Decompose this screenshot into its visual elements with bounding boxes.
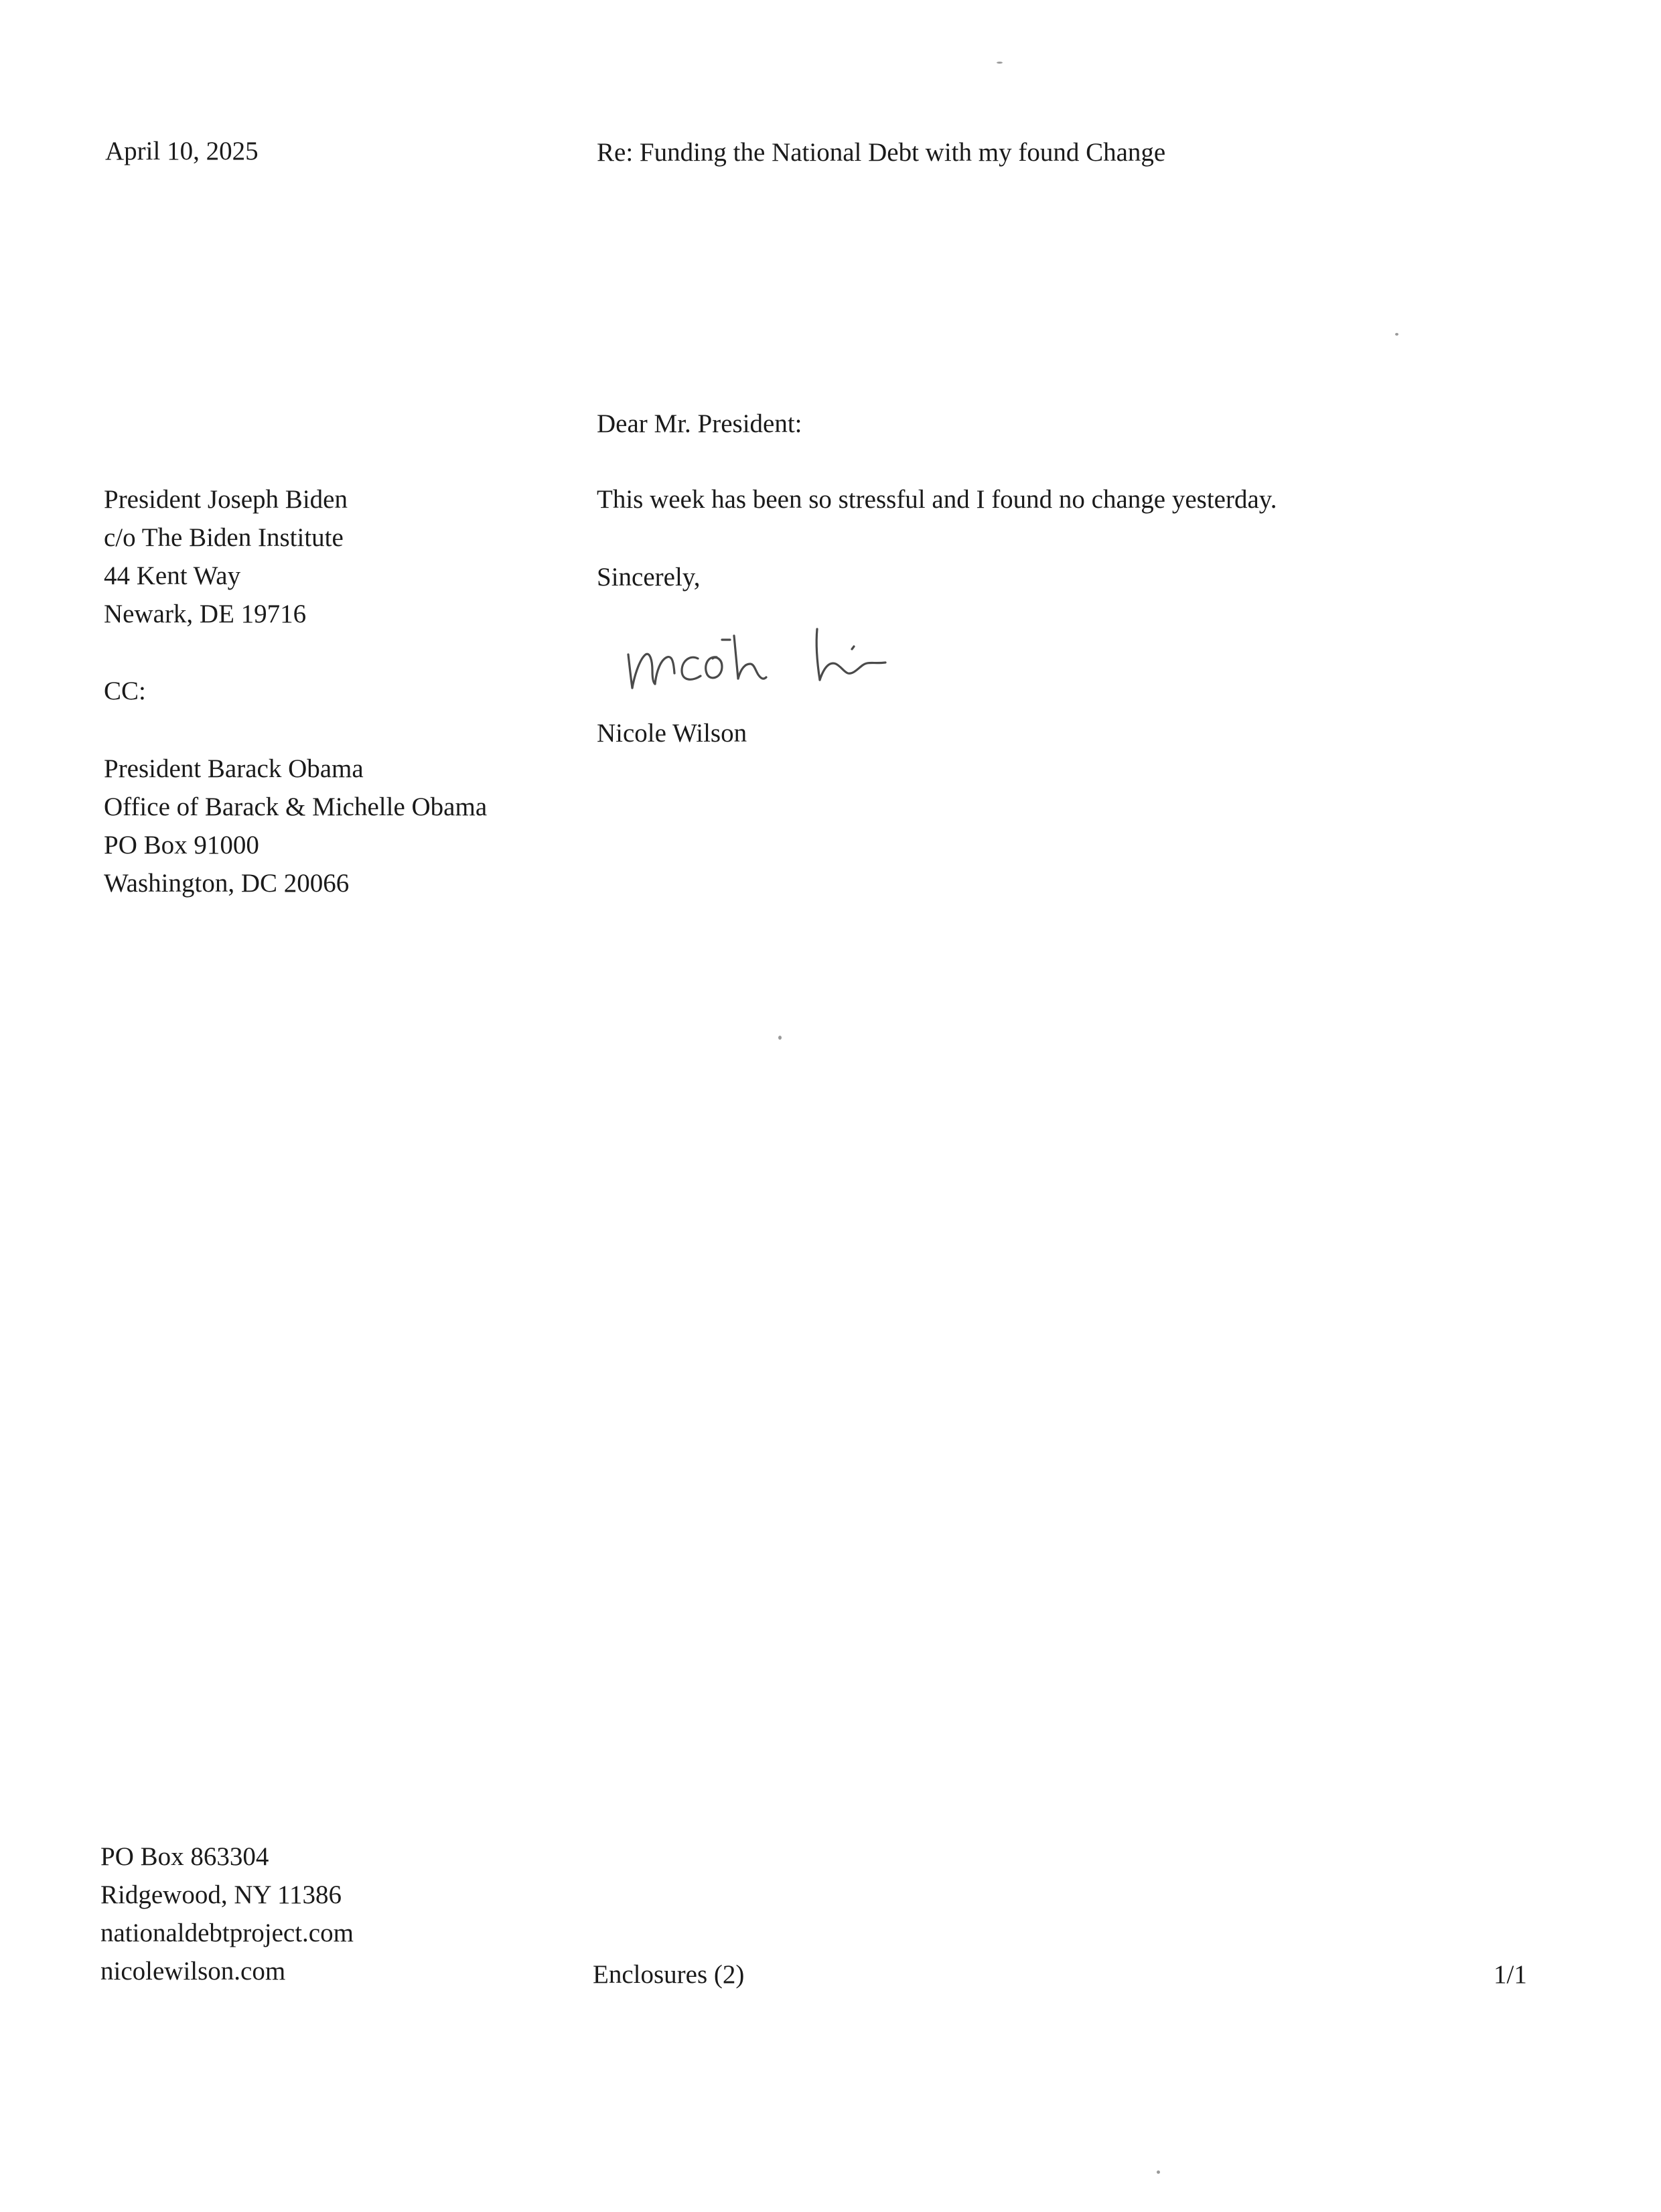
sender-address-line: PO Box 863304 xyxy=(100,1842,269,1871)
letter-subject: Re: Funding the National Debt with my found Change xyxy=(597,138,1166,167)
recipient-address-line: Newark, DE 19716 xyxy=(104,600,307,628)
recipient-address-line: 44 Kent Way xyxy=(104,561,241,590)
sender-address-line: Ridgewood, NY 11386 xyxy=(100,1880,342,1909)
letter-salutation: Dear Mr. President: xyxy=(597,409,802,438)
scan-speck xyxy=(997,62,1003,64)
sender-address xyxy=(100,1838,354,1990)
page-number: 1/1 xyxy=(1494,1960,1527,1989)
scan-speck xyxy=(1157,2170,1160,2174)
cc-label: CC: xyxy=(104,677,146,705)
recipient-address xyxy=(104,480,348,633)
cc-address-line: PO Box 91000 xyxy=(104,831,259,859)
sender-website: nationaldebtproject.com xyxy=(100,1919,354,1947)
signer-name: Nicole Wilson xyxy=(597,719,747,748)
letter-closing: Sincerely, xyxy=(597,563,701,592)
scan-speck xyxy=(1395,333,1398,336)
cc-address-line: President Barack Obama xyxy=(104,754,364,783)
enclosures-note: Enclosures (2) xyxy=(593,1960,745,1989)
letter-body: This week has been so stressful and I found no change yesterday. xyxy=(597,485,1277,514)
cc-address-line: Office of Barack & Michelle Obama xyxy=(104,792,488,821)
handwritten-signature xyxy=(623,620,904,700)
cc-recipient-address xyxy=(104,750,487,902)
recipient-address-line: President Joseph Biden xyxy=(104,485,348,514)
recipient-address-line: c/o The Biden Institute xyxy=(104,523,344,552)
sender-website: nicolewilson.com xyxy=(100,1957,286,1986)
scan-speck xyxy=(778,1036,782,1040)
letter-date: April 10, 2025 xyxy=(105,137,259,165)
cc-address-line: Washington, DC 20066 xyxy=(104,869,350,898)
